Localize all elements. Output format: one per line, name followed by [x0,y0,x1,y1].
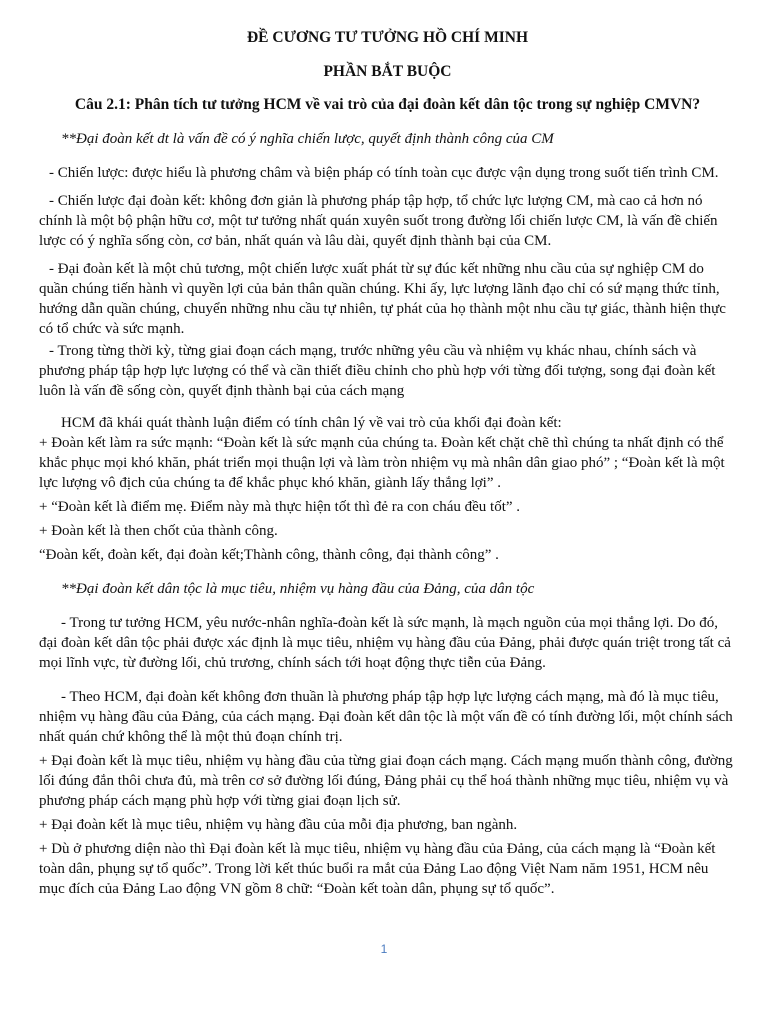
section2-paragraph-1: - Trong tư tưởng HCM, yêu nước-nhân nghĩa-đoàn kết là sức mạnh, là mạch nguồn của mọi thắng lợi. Do đó, đại đoàn kết dân tộc phải được xác định là mục tiêu, nhiệm vụ hàng đầu của Đảng, phải được quán triệt trong tất cả mọi lĩnh vực, từ đường lối, chủ trương, chính sách tới hoạt động thực tiễn của Đảng. [39,615,731,671]
section1-paragraph-6: + Đoàn kết làm ra sức mạnh: “Đoàn kết là sức mạnh của chúng ta. Đoàn kết chặt chẽ thì chúng ta nhất định có thể khắc phục mọi khó khăn, phát triển mọi thuận lợi và làm tròn nhiệm vụ mà nhân dân giao phó” ; “Đoàn kết là một lực lượng vô địch của chúng ta để khắc phục khó khăn, giành lấy thắng lợi” . [39,435,725,491]
section1-paragraph-3: - Đại đoàn kết là một chủ tương, một chiến lược xuất phát từ sự đúc kết những nhu cầu của sự nghiệp CM do quần chúng tiến hành vì quyền lợi của bản thân quần chúng. Khi ấy, lực lượng lãnh đạo chỉ có sứ mạng thức tỉnh, hướng dẫn quần chúng, chuyển những nhu cầu tự nhiên, tự phát của họ thành một nhu cầu tự giác, thành hiện thực có tổ chức và sức mạnh. [39,261,726,337]
page-number: 1 [380,942,388,956]
section1-paragraph-5: HCM đã khái quát thành luận điểm có tính chân lý về vai trò của khối đại đoàn kết: [61,415,562,431]
section1-paragraph-8: + Đoàn kết là then chốt của thành công. [39,523,278,539]
section2-heading: **Đại đoàn kết dân tộc là mục tiêu, nhiệm vụ hàng đầu của Đảng, của dân tộc [61,581,535,597]
question-heading: Câu 2.1: Phân tích tư tưởng HCM về vai trò của đại đoàn kết dân tộc trong sự nghiệp CMVN? [74,96,701,113]
section2-paragraph-4: + Đại đoàn kết là mục tiêu, nhiệm vụ hàng đầu của mỗi địa phương, ban ngành. [39,817,518,833]
section1-paragraph-4: - Trong từng thời kỳ, từng giai đoạn cách mạng, trước những yêu cầu và nhiệm vụ khác nhau, chính sách và phương pháp tập hợp lực lượng có thể và cần thiết điều chỉnh cho phù hợp với từng đối tượng, song đại đoàn kết luôn là vấn đề sống còn, quyết định thành bại của cách mạng [39,343,716,399]
section1-paragraph-9: “Đoàn kết, đoàn kết, đại đoàn kết;Thành công, thành công, đại thành công” . [39,547,499,563]
section1-paragraph-2: - Chiến lược đại đoàn kết: không đơn giản là phương pháp tập hợp, tổ chức lực lượng CM, mà cao cả hơn nó chính là một bộ phận hữu cơ, một tư tưởng nhất quán xuyên suốt trong đường lối chiến lược CM, là vấn đề chiến lược có ý nghĩa sống còn, cơ bản, nhất quán và lâu dài, quyết định thành bại của CM. [39,193,718,249]
section2-paragraph-5: + Dù ở phương diện nào thì Đại đoàn kết là mục tiêu, nhiệm vụ hàng đầu của Đảng, của cách mạng là “Đoàn kết toàn dân, phụng sự tổ quốc”. Trong lời kết thúc buổi ra mắt của Đảng Lao động Việt Nam năm 1951, HCM nêu mục đích của Đảng Lao động VN gồm 8 chữ: “Đoàn kết toàn dân, phụng sự tổ quốc”. [39,841,716,897]
document-subtitle: PHẦN BẮT BUỘC [323,63,452,80]
document-title: ĐỀ CƯƠNG TƯ TƯỞNG HỒ CHÍ MINH [246,29,529,46]
section2-paragraph-2: - Theo HCM, đại đoàn kết không đơn thuần là phương pháp tập hợp lực lượng cách mạng, mà đó là mục tiêu, nhiệm vụ hàng đầu của Đảng, của cách mạng. Đại đoàn kết dân tộc là một vấn đề có tính đường lối, một chính sách nhất quán chứ không thể là một thủ đoạn chính trị. [39,689,733,745]
section1-heading: **Đại đoàn kết dt là vấn đề có ý nghĩa chiến lược, quyết định thành công của CM [61,131,554,147]
document-body [39,28,736,899]
section1-paragraph-1: - Chiến lược: được hiểu là phương châm và biện pháp có tính toàn cục được vận dụng trong suốt tiến trình CM. [49,165,719,181]
section1-paragraph-7: + “Đoàn kết là điểm mẹ. Điểm này mà thực hiện tốt thì đẻ ra con cháu đều tốt” . [39,499,521,515]
section2-paragraph-3: + Đại đoàn kết là mục tiêu, nhiệm vụ hàng đầu của từng giai đoạn cách mạng. Cách mạng muốn thành công, đường lối đúng đắn thôi chưa đủ, mà trên cơ sở đường lối đúng, Đảng phải cụ thể hoá thành những mục tiêu, nhiệm vụ và phương pháp cách mạng phù hợp với từng giai đoạn lịch sử. [39,753,733,809]
